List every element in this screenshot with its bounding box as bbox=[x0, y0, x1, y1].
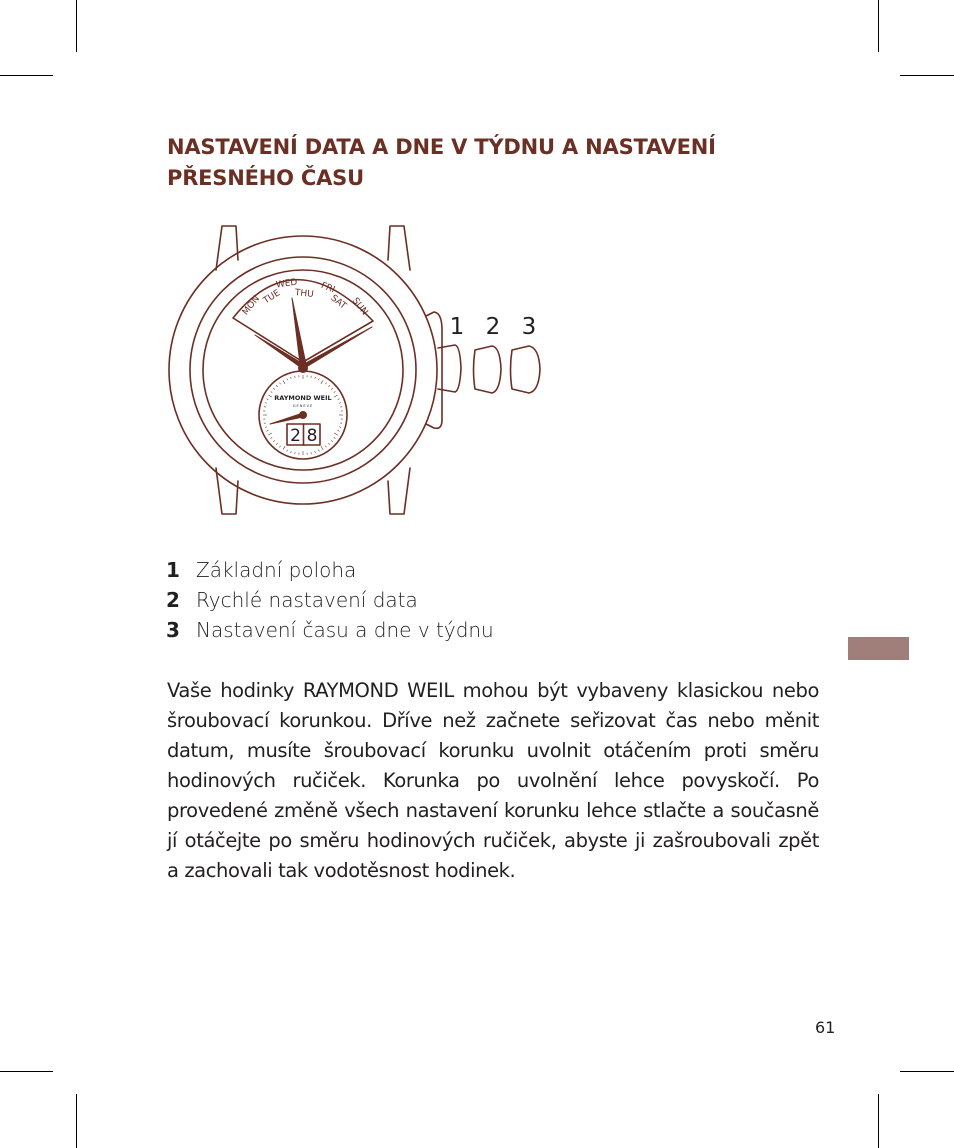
legend-number: 3 bbox=[166, 618, 180, 642]
sub-dial-tick bbox=[283, 446, 285, 449]
crown-position-label-3: 3 bbox=[521, 314, 537, 340]
sub-dial-tick bbox=[265, 403, 267, 404]
crown-position-3 bbox=[511, 346, 541, 393]
body-paragraph: Vaše hodinky RAYMOND WEIL mohou být vybaveny klasickou nebo šroubovací korunkou. Dříve než začnete seřizovat čas nebo měnit datum, musíte šroubovací korunku uvolnit otáčením proti směru hodinových ručiček. Korunka po uvolnění lehce povyskočí. Po provedené změně všech nastavení korunku lehce stlačte a současně jí otáčejte po směru hodinových ručiček, abyste ji zašroubovali zpět a zachovali tak vodotěsnost hodinek. bbox=[167, 679, 819, 882]
sub-dial-tick bbox=[287, 450, 288, 452]
minute-hand bbox=[303, 327, 372, 369]
sub-dial-tick bbox=[271, 391, 273, 392]
sub-dial-tick bbox=[318, 450, 319, 452]
crown-position-2 bbox=[474, 346, 502, 393]
sub-dial-pin bbox=[300, 412, 307, 419]
day-hand bbox=[292, 298, 306, 364]
sub-dial-tick bbox=[266, 399, 268, 400]
crop-mark bbox=[0, 1071, 53, 1072]
sub-dial-tick bbox=[291, 377, 292, 379]
sub-dial-tick bbox=[331, 388, 332, 389]
sub-dial-tick bbox=[276, 443, 277, 444]
date-digit-2: 8 bbox=[306, 426, 318, 446]
page-title bbox=[167, 132, 807, 194]
day-label-mon: MON bbox=[240, 294, 263, 318]
legend-number: 2 bbox=[166, 588, 180, 612]
sub-dial-tick bbox=[291, 451, 292, 453]
day-label-sat: SAT bbox=[328, 293, 348, 312]
sub-dial-tick bbox=[334, 437, 336, 438]
day-label-fri: FRI bbox=[319, 280, 337, 296]
sub-dial-tick bbox=[339, 427, 341, 428]
legend-item bbox=[166, 615, 494, 645]
crop-mark bbox=[878, 1094, 879, 1148]
sub-dial-tick bbox=[268, 395, 271, 397]
sub-dial-tick bbox=[321, 380, 323, 383]
crop-mark bbox=[76, 1094, 77, 1148]
sub-dial-tick bbox=[266, 430, 268, 431]
crown-position-legend bbox=[166, 555, 494, 645]
legend-number: 1 bbox=[166, 558, 180, 582]
date-digit-1: 2 bbox=[290, 426, 301, 446]
sub-dial-tick bbox=[273, 440, 274, 441]
crop-mark bbox=[76, 0, 77, 52]
sub-dial-tick bbox=[334, 395, 337, 397]
crown-stem bbox=[426, 312, 442, 428]
crown-position-label-2: 2 bbox=[485, 314, 501, 340]
sub-dial-tick bbox=[321, 446, 323, 449]
legend-item bbox=[166, 555, 494, 585]
legend-label: Rychlé nastavení data bbox=[196, 588, 418, 612]
sub-dial-tick bbox=[273, 388, 274, 389]
sub-dial-tick bbox=[276, 385, 277, 386]
page-title-line-2: PŘESNÉHO ČASU bbox=[167, 166, 364, 190]
sub-dial-tick bbox=[279, 446, 280, 448]
sub-dial-tick bbox=[339, 403, 341, 404]
day-label-sun: SUN bbox=[349, 296, 370, 318]
sub-dial-tick bbox=[325, 383, 326, 385]
sub-dial-tick bbox=[338, 430, 340, 431]
page-title-line-1: NASTAVENÍ DATA A DNE V TÝDNU A NASTAVENÍ bbox=[167, 135, 716, 159]
sub-dial-tick bbox=[334, 391, 336, 392]
crop-mark bbox=[0, 75, 53, 76]
sub-dial-tick bbox=[328, 443, 329, 444]
sub-dial-tick bbox=[334, 433, 337, 435]
crown-position-label-1: 1 bbox=[449, 314, 465, 340]
legend-item bbox=[166, 585, 494, 615]
page-number: 61 bbox=[815, 1018, 836, 1037]
section-tab-marker bbox=[848, 637, 909, 660]
crop-mark bbox=[900, 1071, 954, 1072]
sub-dial-tick bbox=[315, 451, 316, 453]
sub-dial-tick bbox=[331, 440, 332, 441]
seconds-hand bbox=[270, 413, 303, 424]
brand-city: GENEVE bbox=[292, 404, 314, 408]
day-label-thu: THU bbox=[294, 288, 315, 300]
crop-mark bbox=[878, 0, 879, 52]
hour-hand bbox=[255, 335, 303, 369]
sub-dial-tick bbox=[328, 385, 329, 386]
sub-dial-tick bbox=[318, 378, 319, 380]
sub-dial-tick bbox=[279, 383, 280, 385]
sub-dial-tick bbox=[338, 399, 340, 400]
sub-dial-tick bbox=[315, 377, 316, 379]
center-pin bbox=[299, 364, 308, 373]
watch-lug-top bbox=[216, 226, 410, 270]
legend-label: Základní poloha bbox=[196, 558, 357, 582]
sub-dial-tick bbox=[265, 427, 267, 428]
sub-dial-tick bbox=[268, 433, 271, 435]
crop-mark bbox=[900, 75, 954, 76]
brand-name: RAYMOND WEIL bbox=[274, 394, 332, 402]
watch-illustration bbox=[160, 218, 560, 523]
sub-dial-tick bbox=[283, 380, 285, 383]
sub-dial-tick bbox=[271, 437, 273, 438]
sub-dial-tick bbox=[287, 378, 288, 380]
day-label-tue: TUE bbox=[261, 288, 283, 307]
legend-label: Nastavení času a dne v týdnu bbox=[196, 618, 494, 642]
sub-dial-tick bbox=[325, 446, 326, 448]
day-label-wed: WED bbox=[275, 277, 299, 291]
